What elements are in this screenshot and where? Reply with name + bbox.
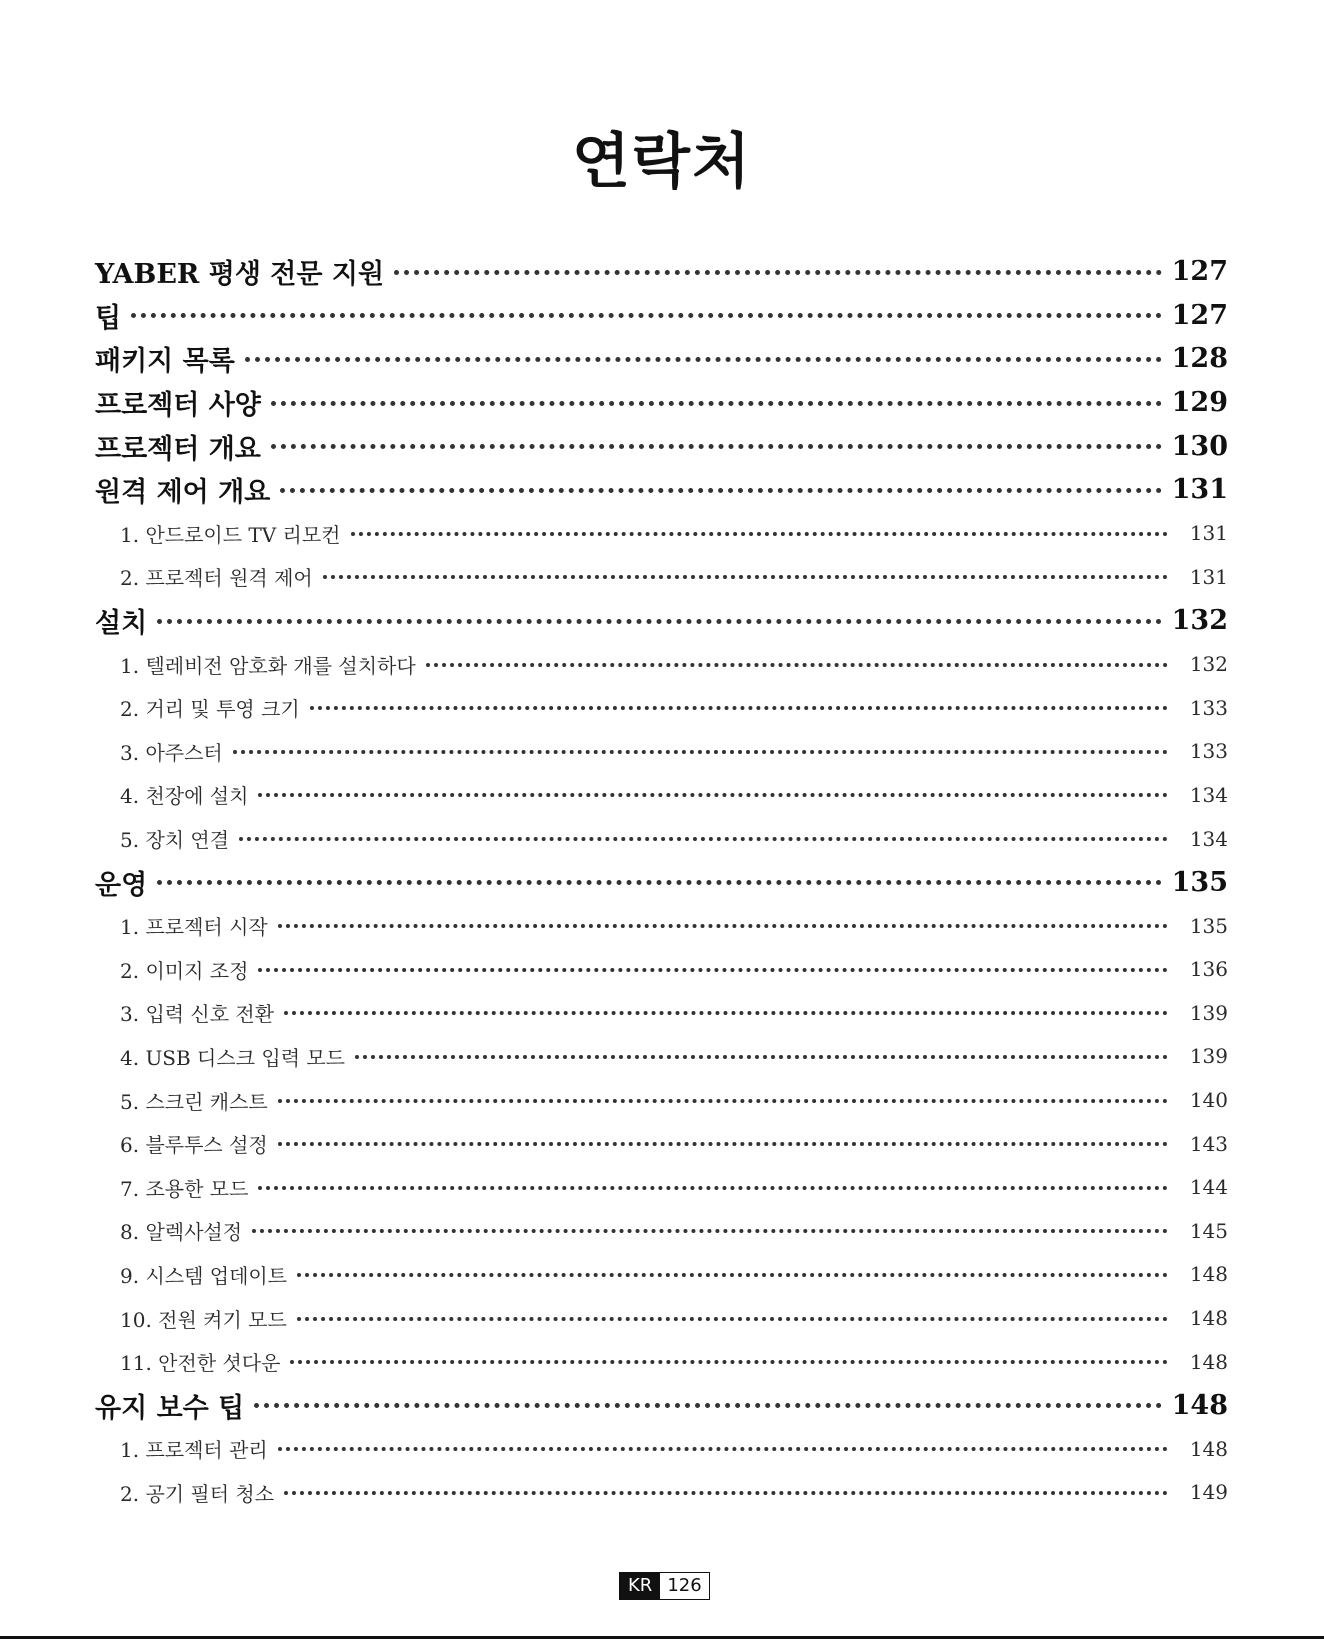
page-number: 126 bbox=[660, 1573, 708, 1599]
toc-entry-page: 135 bbox=[1171, 866, 1228, 898]
toc-entry-label: 2. 이미지 조정 bbox=[120, 958, 249, 983]
toc-entry-label: 9. 시스템 업데이트 bbox=[120, 1263, 288, 1288]
toc-entry-label: YABER 평생 전문 지원 bbox=[95, 259, 385, 291]
dot-leader bbox=[284, 1490, 1168, 1495]
toc-subsection-entry[interactable] bbox=[95, 642, 1228, 686]
toc-entry-label: 1. 프로젝터 관리 bbox=[120, 1438, 268, 1463]
toc-entry-page: 139 bbox=[1189, 1044, 1228, 1069]
toc-entry-page: 145 bbox=[1189, 1218, 1228, 1243]
dot-leader bbox=[131, 312, 1162, 318]
toc-subsection-entry[interactable] bbox=[95, 1035, 1228, 1079]
toc-subsection-entry[interactable] bbox=[95, 773, 1228, 817]
toc-entry-label: 4. USB 디스크 입력 모드 bbox=[120, 1045, 346, 1070]
toc-subsection-entry[interactable] bbox=[95, 1296, 1228, 1340]
dot-leader bbox=[157, 879, 1161, 885]
toc-subsection-entry[interactable] bbox=[95, 948, 1228, 992]
toc-entry-label: 2. 프로젝터 원격 제어 bbox=[120, 566, 313, 591]
page-title: 연락처 bbox=[572, 127, 752, 197]
toc-entry-page: 127 bbox=[1171, 299, 1228, 331]
dot-leader bbox=[254, 1402, 1161, 1408]
toc-subsection-entry[interactable] bbox=[95, 1209, 1228, 1253]
toc-subsection-entry[interactable] bbox=[95, 1078, 1228, 1122]
toc-section-entry[interactable] bbox=[95, 294, 1228, 338]
toc-entry-page: 132 bbox=[1171, 605, 1228, 637]
dot-leader bbox=[258, 792, 1167, 797]
toc-entry-label: 운영 bbox=[95, 869, 148, 901]
toc-entry-label: 3. 입력 신호 전환 bbox=[120, 1002, 275, 1027]
toc-subsection-entry[interactable] bbox=[95, 730, 1228, 774]
toc-entry-page: 127 bbox=[1171, 256, 1228, 288]
toc-subsection-entry[interactable] bbox=[95, 686, 1228, 730]
toc-entry-label: 유지 보수 팁 bbox=[95, 1392, 245, 1424]
dot-leader bbox=[278, 923, 1168, 928]
toc-entry-page: 135 bbox=[1189, 913, 1228, 938]
toc-entry-page: 128 bbox=[1171, 343, 1228, 375]
dot-leader bbox=[297, 1272, 1168, 1277]
dot-leader bbox=[426, 662, 1168, 667]
toc-entry-label: 프로젝터 사양 bbox=[95, 390, 261, 422]
toc-entry-label: 11. 안전한 셧다운 bbox=[120, 1351, 281, 1376]
toc-entry-label: 2. 거리 및 투영 크기 bbox=[120, 697, 300, 722]
toc-entry-label: 패키지 목록 bbox=[95, 346, 235, 378]
toc-entry-page: 144 bbox=[1189, 1175, 1228, 1200]
toc-entry-label: 팁 bbox=[95, 302, 122, 334]
toc-entry-page: 140 bbox=[1189, 1088, 1228, 1113]
dot-leader bbox=[252, 1228, 1168, 1233]
toc-section-entry[interactable] bbox=[95, 424, 1228, 468]
dot-leader bbox=[278, 1098, 1168, 1103]
toc-section-entry[interactable] bbox=[95, 1383, 1228, 1427]
toc-entry-label: 프로젝터 개요 bbox=[95, 433, 261, 465]
toc-entry-label: 8. 알렉사설정 bbox=[120, 1220, 243, 1245]
toc-entry-label: 5. 스크린 캐스트 bbox=[120, 1089, 268, 1114]
dot-leader bbox=[278, 1446, 1168, 1451]
toc-entry-page: 139 bbox=[1189, 1000, 1228, 1025]
toc-subsection-entry[interactable] bbox=[95, 817, 1228, 861]
toc-entry-page: 148 bbox=[1189, 1262, 1228, 1287]
toc-section-entry[interactable] bbox=[95, 860, 1228, 904]
toc-entry-page: 132 bbox=[1189, 652, 1228, 677]
toc-entry-label: 1. 프로젝터 시작 bbox=[120, 915, 268, 940]
toc-entry-page: 133 bbox=[1189, 695, 1228, 720]
dot-leader bbox=[280, 487, 1161, 493]
dot-leader bbox=[271, 400, 1162, 406]
toc-entry-page: 149 bbox=[1189, 1480, 1228, 1505]
table-of-contents bbox=[95, 250, 1228, 1514]
toc-entry-label: 1. 안드로이드 TV 리모컨 bbox=[120, 522, 341, 547]
toc-entry-label: 7. 조용한 모드 bbox=[120, 1176, 249, 1201]
toc-entry-page: 134 bbox=[1189, 782, 1228, 807]
toc-entry-label: 설치 bbox=[95, 608, 148, 640]
dot-leader bbox=[233, 749, 1168, 754]
dot-leader bbox=[271, 443, 1162, 449]
toc-subsection-entry[interactable] bbox=[95, 991, 1228, 1035]
dot-leader bbox=[284, 1010, 1168, 1015]
toc-entry-page: 129 bbox=[1171, 387, 1228, 419]
dot-leader bbox=[351, 531, 1168, 536]
toc-entry-page: 148 bbox=[1189, 1306, 1228, 1331]
dot-leader bbox=[310, 705, 1168, 710]
toc-entry-label: 2. 공기 필터 청소 bbox=[120, 1481, 275, 1506]
toc-entry-label: 원격 제어 개요 bbox=[95, 477, 271, 509]
toc-subsection-entry[interactable] bbox=[95, 1340, 1228, 1384]
dot-leader bbox=[258, 967, 1167, 972]
toc-subsection-entry[interactable] bbox=[95, 1122, 1228, 1166]
toc-entry-page: 133 bbox=[1189, 739, 1228, 764]
language-code: KR bbox=[620, 1573, 660, 1599]
toc-subsection-entry[interactable] bbox=[95, 1165, 1228, 1209]
toc-entry-label: 6. 블루투스 설정 bbox=[120, 1133, 268, 1158]
dot-leader bbox=[290, 1359, 1167, 1364]
dot-leader bbox=[323, 574, 1168, 579]
toc-entry-label: 3. 아주스터 bbox=[120, 740, 223, 765]
toc-section-entry[interactable] bbox=[95, 337, 1228, 381]
toc-entry-page: 131 bbox=[1189, 564, 1228, 589]
toc-entry-label: 1. 텔레비전 암호화 개를 설치하다 bbox=[120, 653, 416, 678]
toc-subsection-entry[interactable] bbox=[95, 1427, 1228, 1471]
toc-section-entry[interactable] bbox=[95, 468, 1228, 512]
toc-subsection-entry[interactable] bbox=[95, 1253, 1228, 1297]
dot-leader bbox=[355, 1054, 1168, 1059]
toc-entry-label: 10. 전원 켜기 모드 bbox=[120, 1307, 287, 1332]
toc-section-entry[interactable] bbox=[95, 381, 1228, 425]
toc-section-entry[interactable] bbox=[95, 599, 1228, 643]
dot-leader bbox=[297, 1316, 1168, 1321]
toc-subsection-entry[interactable] bbox=[95, 555, 1228, 599]
toc-entry-page: 143 bbox=[1189, 1131, 1228, 1156]
toc-entry-label: 4. 천장에 설치 bbox=[120, 784, 249, 809]
toc-entry-page: 136 bbox=[1189, 957, 1228, 982]
toc-entry-page: 131 bbox=[1189, 521, 1228, 546]
dot-leader bbox=[239, 836, 1168, 841]
toc-subsection-entry[interactable] bbox=[95, 512, 1228, 556]
toc-entry-page: 131 bbox=[1171, 474, 1228, 506]
toc-entry-page: 130 bbox=[1171, 430, 1228, 462]
dot-leader bbox=[394, 269, 1162, 275]
dot-leader bbox=[278, 1141, 1168, 1146]
toc-entry-page: 148 bbox=[1171, 1389, 1228, 1421]
toc-subsection-entry[interactable] bbox=[95, 904, 1228, 948]
dot-leader bbox=[258, 1185, 1167, 1190]
toc-entry-page: 148 bbox=[1189, 1436, 1228, 1461]
toc-entry-page: 148 bbox=[1189, 1349, 1228, 1374]
toc-section-entry[interactable] bbox=[95, 250, 1228, 294]
dot-leader bbox=[245, 356, 1162, 362]
toc-subsection-entry[interactable] bbox=[95, 1471, 1228, 1515]
toc-entry-label: 5. 장치 연결 bbox=[120, 828, 230, 853]
page-number-badge bbox=[619, 1572, 710, 1600]
toc-entry-page: 134 bbox=[1189, 826, 1228, 851]
dot-leader bbox=[157, 618, 1161, 624]
